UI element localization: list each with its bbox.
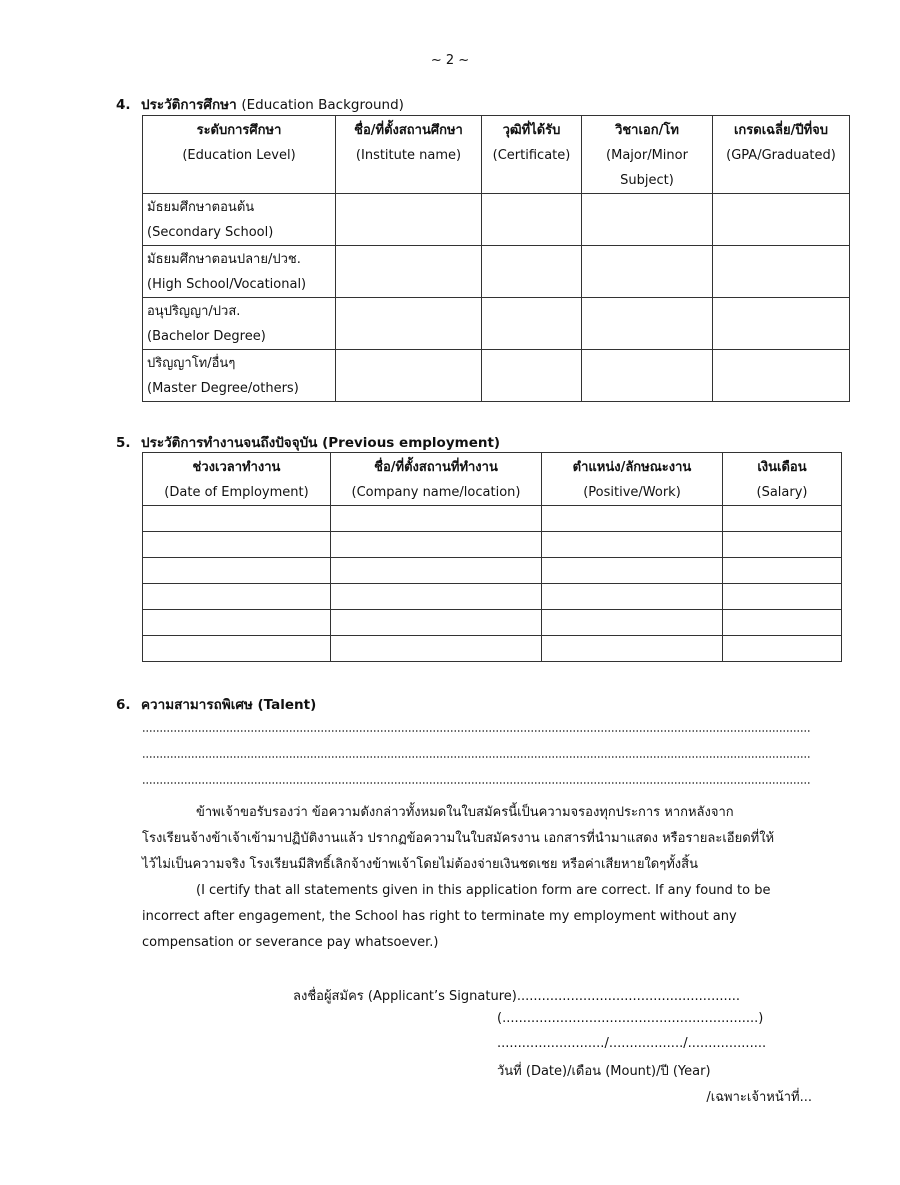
company-cell[interactable] [331, 506, 542, 532]
employment-header-row [143, 453, 842, 506]
certificate-cell[interactable] [482, 194, 582, 246]
employment-header-date: ช่วงเวลาทำงาน (Date of Employment) [143, 453, 331, 506]
education-level-cell: ปริญญาโท/อื่นๆ (Master Degree/others) [143, 350, 336, 402]
certificate-cell[interactable] [482, 350, 582, 402]
date-cell[interactable] [143, 558, 331, 584]
section-5-title [116, 431, 500, 453]
certification-th-line-3: ไว้ไม่เป็นความจริง โรงเรียนมีสิทธิ์เลิกจ้างข้าพเจ้าโดยไม่ต้องจ่ายเงินชดเชย หรือค่าเสียหายใดๆทั้งสิ้น [142, 857, 698, 872]
company-cell[interactable] [331, 636, 542, 662]
company-cell[interactable] [331, 584, 542, 610]
major-cell[interactable] [582, 246, 713, 298]
gpa-cell[interactable] [713, 350, 850, 402]
education-header-institute: ชื่อ/ที่ตั้งสถานศึกษา (Institute name) [336, 116, 482, 194]
section-6-title-th: ความสามารถพิเศษ [141, 697, 253, 713]
position-cell[interactable] [542, 610, 723, 636]
salary-cell[interactable] [723, 610, 842, 636]
institute-cell[interactable] [336, 350, 482, 402]
talent-line-3[interactable] [142, 782, 810, 784]
institute-cell[interactable] [336, 246, 482, 298]
section-5-number: 5. [116, 435, 131, 451]
gpa-cell[interactable] [713, 298, 850, 350]
education-level-cell: มัธยมศึกษาตอนต้น (Secondary School) [143, 194, 336, 246]
certification-th-line-1: ข้าพเจ้าขอรับรองว่า ข้อความดังกล่าวทั้งหมดในใบสมัครนี้เป็นความจรองทุกประการ หากหลังจาก [196, 805, 734, 820]
date-cell[interactable] [143, 584, 331, 610]
position-cell[interactable] [542, 558, 723, 584]
certification-en-line-1: (I certify that all statements given in this application form are correct. If any found to be [196, 883, 771, 898]
major-cell[interactable] [582, 350, 713, 402]
date-cell[interactable] [143, 636, 331, 662]
position-cell[interactable] [542, 636, 723, 662]
section-4-number: 4. [116, 97, 131, 113]
talent-line-2[interactable] [142, 756, 810, 758]
salary-cell[interactable] [723, 558, 842, 584]
certification-en-line-3: compensation or severance pay whatsoever.) [142, 935, 439, 950]
section-6-title [116, 693, 316, 715]
salary-cell[interactable] [723, 506, 842, 532]
continued-note: /เฉพาะเจ้าหน้าที่... [706, 1090, 812, 1105]
education-header-gpa: เกรดเฉลี่ย/ปีที่จบ (GPA/Graduated) [713, 116, 850, 194]
position-cell[interactable] [542, 584, 723, 610]
education-header-major: วิชาเอก/โท (Major/Minor Subject) [582, 116, 713, 194]
position-cell[interactable] [542, 506, 723, 532]
table-row [143, 194, 850, 246]
education-header-level: ระดับการศึกษา (Education Level) [143, 116, 336, 194]
certification-th-line-2: โรงเรียนจ้างข้าเจ้าเข้ามาปฏิบัติงานแล้ว ปรากฏข้อความในใบสมัครงาน เอกสารที่นำมาแสดง หรือรายละเอียดที่ให้ [142, 831, 775, 846]
section-6-number: 6. [116, 697, 131, 713]
education-table [142, 115, 850, 402]
certificate-cell[interactable] [482, 246, 582, 298]
table-row [143, 610, 842, 636]
education-header-certificate: วุฒิที่ได้รับ (Certificate) [482, 116, 582, 194]
date-line[interactable]: ........................../................../................... [497, 1036, 767, 1051]
section-5-title-th: ประวัติการทำงานจนถึงปัจจุบัน [141, 435, 318, 451]
gpa-cell[interactable] [713, 246, 850, 298]
table-row [143, 298, 850, 350]
table-row [143, 506, 842, 532]
section-4-title-th: ประวัติการศึกษา [141, 97, 237, 113]
certification-en-line-2: incorrect after engagement, the School has right to terminate my employment without any [142, 909, 737, 924]
applicant-name-line[interactable]: (..............................................................) [497, 1011, 764, 1026]
section-5-title-en: (Previous employment) [322, 435, 501, 451]
employment-header-company: ชื่อ/ที่ตั้งสถานที่ทำงาน (Company name/location) [331, 453, 542, 506]
date-cell[interactable] [143, 610, 331, 636]
employment-header-position: ตำแหน่ง/ลักษณะงาน (Positive/Work) [542, 453, 723, 506]
date-cell[interactable] [143, 506, 331, 532]
education-level-cell: มัธยมศึกษาตอนปลาย/ปวช. (High School/Vocational) [143, 246, 336, 298]
date-label: วันที่ (Date)/เดือน (Mount)/ปี (Year) [497, 1064, 711, 1079]
company-cell[interactable] [331, 532, 542, 558]
section-4-title-en: (Education Background) [241, 97, 404, 113]
talent-line-1[interactable] [142, 730, 810, 732]
education-level-cell: อนุปริญญา/ปวส. (Bachelor Degree) [143, 298, 336, 350]
company-cell[interactable] [331, 610, 542, 636]
table-row [143, 246, 850, 298]
position-cell[interactable] [542, 532, 723, 558]
salary-cell[interactable] [723, 532, 842, 558]
table-row [143, 350, 850, 402]
signature-line[interactable]: ลงชื่อผู้สมัคร (Applicant’s Signature)...................................................... [293, 989, 740, 1004]
major-cell[interactable] [582, 194, 713, 246]
gpa-cell[interactable] [713, 194, 850, 246]
table-row [143, 532, 842, 558]
major-cell[interactable] [582, 298, 713, 350]
education-header-row [143, 116, 850, 194]
salary-cell[interactable] [723, 584, 842, 610]
table-row [143, 558, 842, 584]
section-6-title-en: (Talent) [257, 697, 317, 713]
salary-cell[interactable] [723, 636, 842, 662]
certificate-cell[interactable] [482, 298, 582, 350]
table-row [143, 584, 842, 610]
table-row [143, 636, 842, 662]
employment-header-salary: เงินเดือน (Salary) [723, 453, 842, 506]
institute-cell[interactable] [336, 298, 482, 350]
section-4-title [116, 93, 404, 115]
institute-cell[interactable] [336, 194, 482, 246]
page-number: ~ 2 ~ [430, 53, 470, 68]
date-cell[interactable] [143, 532, 331, 558]
company-cell[interactable] [331, 558, 542, 584]
employment-table [142, 452, 842, 662]
